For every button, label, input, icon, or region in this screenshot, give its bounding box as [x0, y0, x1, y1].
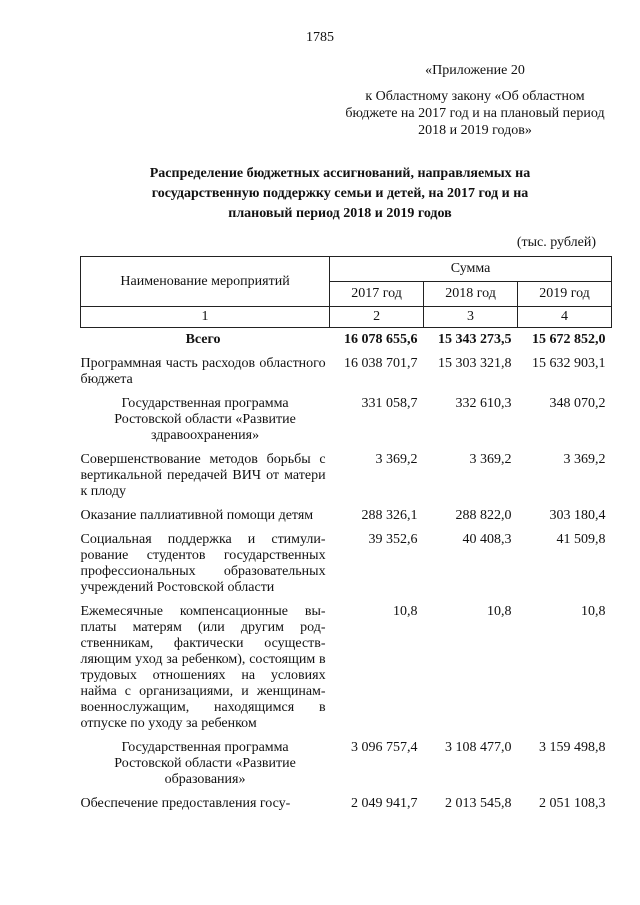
row-name: Государственная программа Ростовской области «Развитие здравоохранения» — [114, 396, 296, 443]
row-value-2017: 3 369,2 — [375, 452, 418, 467]
header-sum: Сумма — [330, 257, 612, 282]
row-value-2018: 2 013 545,8 — [445, 796, 512, 811]
row-name: Государственная программа Ростовской области «Развитие образования» — [114, 740, 296, 787]
row-value-2018: 10,8 — [487, 604, 512, 619]
annex-block — [345, 62, 605, 139]
row-value-2019: 348 070,2 — [549, 396, 606, 411]
row-name: Всего — [185, 332, 221, 347]
row-value-2017: 16 038 701,7 — [344, 356, 418, 371]
table-row — [81, 598, 612, 734]
row-name: Обеспечение предоставления госу- — [80, 796, 291, 811]
row-value-2018: 3 369,2 — [469, 452, 512, 467]
row-value-2019: 10,8 — [581, 604, 606, 619]
budget-table — [80, 256, 612, 814]
row-name: Оказание паллиативной помощи детям — [80, 508, 314, 523]
row-name: Совершенствование методов борьбы с вертикальной передачей ВИЧ от матери к плоду — [80, 452, 326, 499]
row-name: Ежемесячные компенсационные выплаты матерям (или другим родственникам, фактически осуществляющим уход за ребенком), состоящим в трудовых отношениях на условиях найма с организациями, и женщинам-военнослужащим, находящимся в отпуске по уходу за ребенком — [80, 604, 326, 731]
row-value-2017: 10,8 — [393, 604, 418, 619]
table-row-total — [81, 328, 612, 351]
table-row — [81, 350, 612, 390]
row-value-2018: 15 303 321,8 — [438, 356, 512, 371]
header-name: Наименование мероприятий — [81, 257, 330, 307]
table-row — [81, 526, 612, 598]
document-title: Распределение бюджетных ассигнований, направляемых на государственную поддержку семьи и детей, на 2017 год и на плановый период 2018 и 2019 годов — [149, 166, 531, 221]
units-label: (тыс. рублей) — [516, 235, 596, 250]
table-row — [81, 390, 612, 446]
row-value-2019: 3 159 498,8 — [539, 740, 606, 755]
column-number: 1 — [81, 307, 330, 328]
row-value-2019: 3 369,2 — [563, 452, 606, 467]
row-value-2019: 2 051 108,3 — [539, 796, 606, 811]
row-value-2019: 15 672 852,0 — [532, 332, 606, 347]
row-value-2017: 3 096 757,4 — [351, 740, 418, 755]
column-number: 2 — [330, 307, 424, 328]
row-value-2017: 39 352,6 — [368, 532, 418, 547]
row-value-2018: 332 610,3 — [455, 396, 512, 411]
column-number: 4 — [518, 307, 612, 328]
row-value-2017: 16 078 655,6 — [344, 332, 418, 347]
header-year-2017: 2017 год — [330, 282, 424, 307]
table-row — [81, 446, 612, 502]
row-value-2018: 15 343 273,5 — [438, 332, 512, 347]
row-value-2018: 40 408,3 — [462, 532, 512, 547]
row-value-2018: 288 822,0 — [455, 508, 512, 523]
row-value-2017: 2 049 941,7 — [351, 796, 418, 811]
annex-subtitle: к Областному закону «Об областном бюджете на 2017 год и на плановый период 2018 и 2019 годов» — [345, 89, 605, 138]
row-value-2019: 41 509,8 — [556, 532, 606, 547]
row-value-2019: 15 632 903,1 — [532, 356, 606, 371]
table-row — [81, 790, 612, 814]
row-name: Социальная поддержка и стимулирование студентов государственных профессиональных образовательных учреждений Ростовской области — [80, 532, 326, 595]
column-number: 3 — [424, 307, 518, 328]
header-year-2018: 2018 год — [424, 282, 518, 307]
annex-title: «Приложение 20 — [425, 63, 525, 78]
row-value-2019: 303 180,4 — [549, 508, 606, 523]
row-value-2017: 331 058,7 — [361, 396, 418, 411]
page-number: 1785 — [306, 30, 334, 45]
row-value-2017: 288 326,1 — [361, 508, 418, 523]
header-year-2019: 2019 год — [518, 282, 612, 307]
row-value-2018: 3 108 477,0 — [445, 740, 512, 755]
table-row — [81, 502, 612, 526]
table-row — [81, 734, 612, 790]
row-name: Программная часть расходов областного бюджета — [80, 356, 326, 387]
